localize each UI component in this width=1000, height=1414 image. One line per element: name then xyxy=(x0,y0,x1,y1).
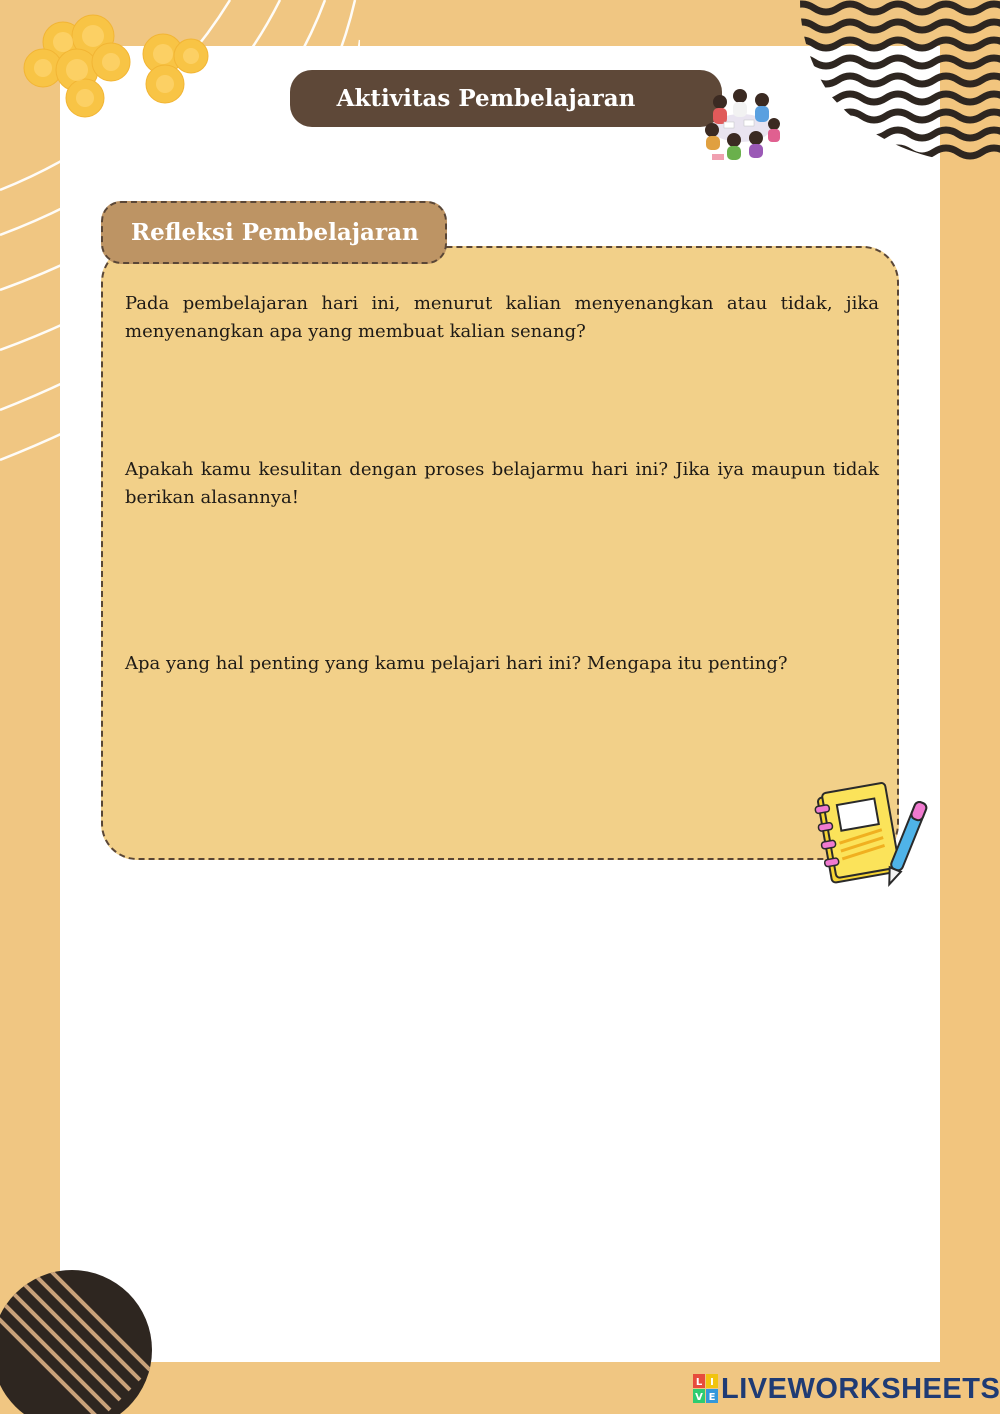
section-tab xyxy=(101,201,447,264)
striped-circle-icon xyxy=(0,1270,155,1414)
question-2: Apakah kamu kesulitan dengan proses belajarmu hari ini? Jika iya maupun tidak berikan alasannya! xyxy=(125,459,879,508)
students-reading-icon xyxy=(698,84,784,164)
live-blocks-icon xyxy=(693,1374,719,1404)
logo-letter-l: L xyxy=(695,1377,703,1388)
logo-letter-e: E xyxy=(708,1392,716,1403)
page-title xyxy=(290,70,722,127)
brand-name: LIVEWORKSHEETS xyxy=(721,1372,1000,1405)
wavy-stripes-icon xyxy=(800,0,1000,165)
question-1: Pada pembelajaran hari ini, menurut kalian menyenangkan atau tidak, jika menyenangkan apa yang membuat kalian senang? xyxy=(125,293,879,342)
flower-cluster-icon xyxy=(15,12,215,122)
logo-letter-i: I xyxy=(710,1377,714,1388)
logo-letter-v: V xyxy=(695,1392,703,1403)
page-title-text: Aktivitas Pembelajaran xyxy=(336,85,636,112)
reflection-card xyxy=(101,246,899,860)
liveworksheets-logo[interactable] xyxy=(693,1372,1000,1406)
question-3: Apa yang hal penting yang kamu pelajari hari ini? Mengapa itu penting? xyxy=(125,653,788,674)
notebook-pen-icon xyxy=(812,778,934,896)
section-tab-label: Refleksi Pembelajaran xyxy=(131,219,419,246)
right-border-strip xyxy=(940,0,1000,1414)
